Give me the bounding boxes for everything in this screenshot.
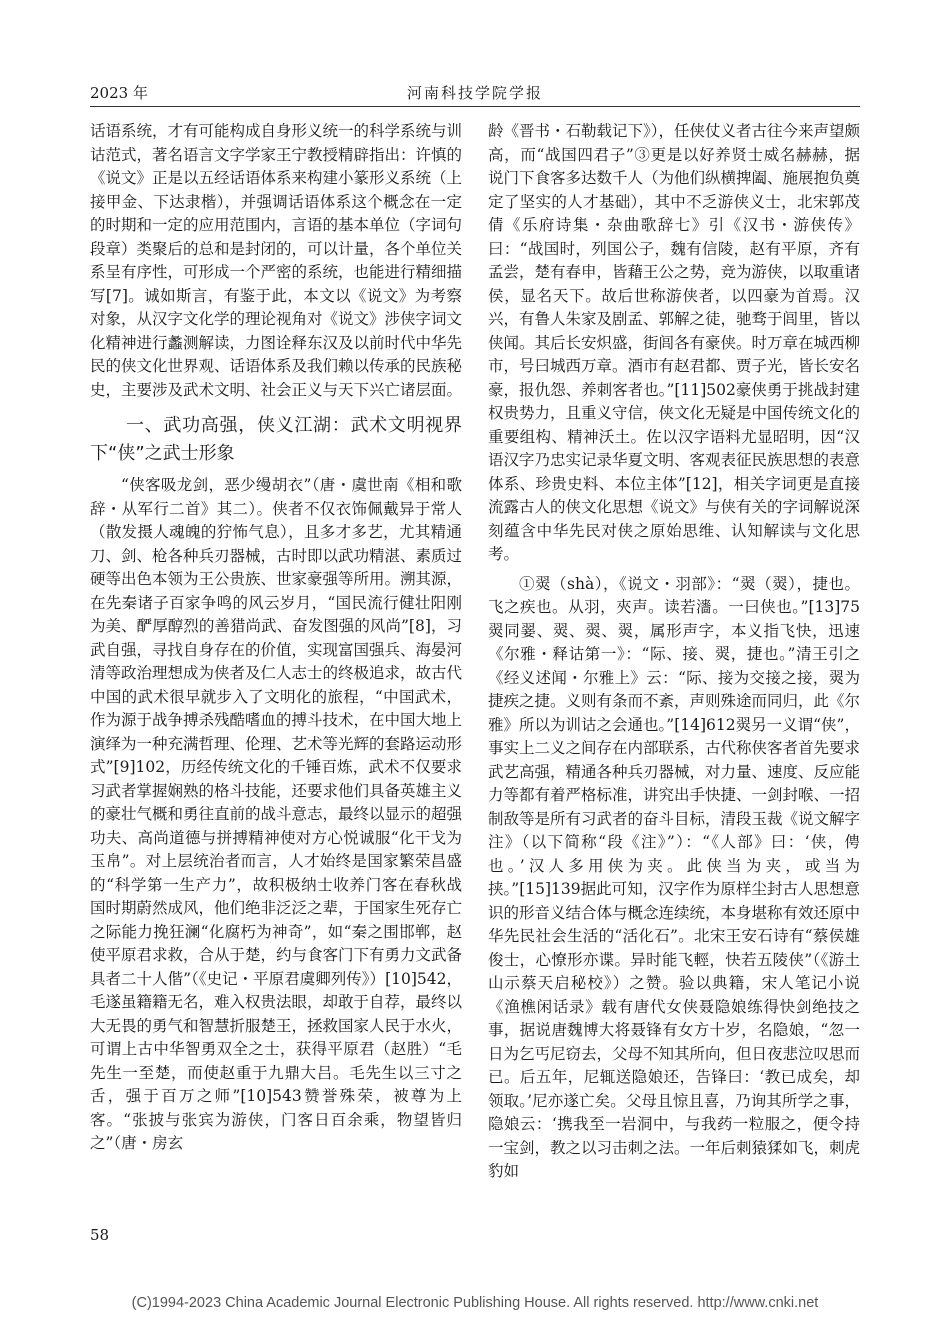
left-paragraph-1: 话语系统，才有可能构成自身形义统一的科学系统与训诂范式，著名语言文字学家王宁教授精辟指出：许慎的《说文》正是以五经话语体系来构建小篆形义系统（上接甲金、下达隶楷），并强调话语体系这个概念在一定的时期和一定的应用范围内，言语的基本单位（字词句段章）类聚后的总和是封闭的，可以计量，各个单位关系呈有序性，可形成一个严密的系统，也能进行精细描写[7]。诚如斯言，有鉴于此，本文以《说文》为考察对象，从汉字文化学的理论视角对《说文》涉侠字词文化精神进行蠡测解读，力图诠释东汉及以前时代中华先民的侠文化世界观、话语体系及我们赖以传承的民族秘史，主要涉及武术文明、社会正义与天下兴亡诸层面。 (90, 122, 463, 399)
header-year: 2023 年 (90, 84, 148, 102)
header-journal-title: 河南科技学院学报 (406, 84, 543, 102)
right-paragraph-1: 龄《晋书・石勒载记下》），任侠仗义者古往今来声望颇高，而“战国四君子”③更是以好养贤士威名赫赫，据说门下食客多达数千人（为他们纵横捭阖、施展抱负奠定了坚实的人才基础），其中不乏游侠义士，北宋郭茂倩《乐府诗集・杂曲歌辞七》引《汉书・游侠传》曰：“战国时，列国公子，魏有信陵，赵有平原，齐有孟尝，楚有春申，皆藉王公之势，竞为游侠，以取重诸侯，显名天下。故后世称游侠者，以四豪为首焉。汉兴，有鲁人朱家及剧孟、郭解之徒，驰骛于闾里，皆以侠闻。其后长安炽盛，街闾各有豪侠。时万章在城西柳市，号曰城西万章。酒市有赵君都、贾子光，皆长安名豪，报仇怨、养刺客者也。”[11]502豪侠勇于挑战封建权贵势力，且重义守信，侠文化无疑是中国传统文化的重要组构、精神沃土。佐以汉字语料尤显昭明，因“汉语汉字乃忠实记录华夏文明、客观表征民族思想的表意体系、珍贵史料、本位主体”[12]，相关字词更是直接流露古人的侠文化思想《说文》与侠有关的字词解说深刻蕴含中华先民对侠之原始思维、认知解读与文化思考。 (488, 122, 861, 563)
left-column (90, 120, 462, 1156)
page-number: 58 (90, 1226, 110, 1244)
running-header (90, 80, 860, 107)
section-heading-1: 一、武功高强，侠义江湖：武术文明视界下“侠”之武士形象 (90, 415, 462, 464)
left-paragraph-2: “侠客吸龙剑，恶少缦胡衣”（唐・虞世南《相和歌辞・从军行二首》其二）。侠者不仅衣饰佩戴异于常人（散发摄人魂魄的狞怖气息），且多才多艺，尤其精通刀、剑、枪各种兵刃器械，古时即以武功精湛、素质过硬等出色本领为王公贵族、世家豪强等所用。溯其源，在先秦诸子百家争鸣的风云岁月，“国民流行健壮阳刚为美、酽厚醇烈的善猎尚武、奋发图强的风尚”[8]，习武自强，寻找自身存在的价值，实现富国强兵、海晏河清等政治理想成为侠者及仁人志士的终极追求，故古代中国的武术很早就步入了文明化的旅程，“中国武术，作为源于战争搏杀残酷嗜血的搏斗技术，在中国大地上演绎为一种充满哲理、伦理、艺术等光辉的套路运动形式”[9]102，历经传统文化的千锤百炼，武术不仅要求习武者掌握娴熟的格斗技能，还要求他们具备英雄主义的豪壮气概和勇往直前的战斗意志，最终以显示的超强功夫、高尚道德与拼搏精神使对方心悦诚服“化干戈为玉帛”。对上层统治者而言，人才始终是国家繁荣昌盛的“科学第一生产力”，故积极纳士收养门客在春秋战国时期蔚然成风，他们绝非泛泛之辈，于国家生死存亡之际能力挽狂澜“化腐朽为神奇”，如“秦之围邯郸，赵使平原君求救，合从于楚，约与食客门下有勇力文武备具者二十人偕”（《史记・平原君虞卿列传》）[10]542，毛遂虽籍籍无名，难入权贵法眼，却敢于自荐，最终以大无畏的勇气和智慧折服楚王，拯救国家人民于水火，可谓上古中华智勇双全之士，获得平原君（赵胜）“毛先生一至楚，而使赵重于九鼎大吕。毛先生以三寸之舌，强于百万之师”[10]543赞誉殊荣，被尊为上客。“张披与张宾为游侠，门客日百余乘，物望皆归之”（唐・房玄 (90, 476, 463, 1152)
right-column (488, 120, 860, 1184)
copyright-footer: (C)1994-2023 China Academic Journal Electronic Publishing House. All rights reserved. http://www.cnki.net (131, 1295, 819, 1311)
right-paragraph-2: ①翜（shà），《说文・羽部》：“翜（翜），捷也。飞之疾也。从羽，夾声。读若瀒。一曰侠也。”[13]75翜同翣、翜、翜、翜，属形声字，本义指飞快，迅速《尔雅・释诂第一》：“际、接、翜，捷也。”清王引之《经义述闻・尔雅上》云：“际、接为交接之接，翜为捷疾之捷。义则有条而不紊，声则殊途而同归，此《尔雅》所以为训诂之会通也。”[14]612翜另一义谓“侠”，事实上二义之间存在内部联系，古代称侠客者首先要求武艺高强，精通各种兵刃器械，对力量、速度、反应能力等都有着严格标准，讲究出手快捷、一剑封喉、一招制敌等是所有习武者的奋斗目标，清段玉裁《说文解字注》（以下简称“段《注》”）：“《人部》曰：‘侠，俜也。’汉人多用侠为夹。此侠当为夹，或当为挟。”[15]139据此可知，汉字作为原样尘封古人思想意识的形音义结合体与概念连续统，本身堪称有效还原中华先民社会生活的“活化石”。北宋王安石诗有“蔡侯雄俊士，心憭形亦谍。异时能飞輕，快若五陵侠”（《游土山示蔡天启秘校》）之赞。验以典籍，宋人笔记小说《渔樵闲话录》载有唐代女侠聂隐娘练得快剑绝技之事，据说唐魏博大将聂锋有女方十岁，名隐娘，“忽一日为乞丐尼窃去，父母不知其所向，但日夜悲泣叹思而已。后五年，尼辄送隐娘还，告锋曰：‘教已成矣，却领取。’尼亦遂亡矣。父母且惊且喜，乃询其所学之事，隐娘云：‘携我至一岩洞中，与我药一粒服之，便令持一宝剑，教之以习击刺之法。一年后刺猿猱如飞，刺虎豹如 (488, 574, 861, 1180)
